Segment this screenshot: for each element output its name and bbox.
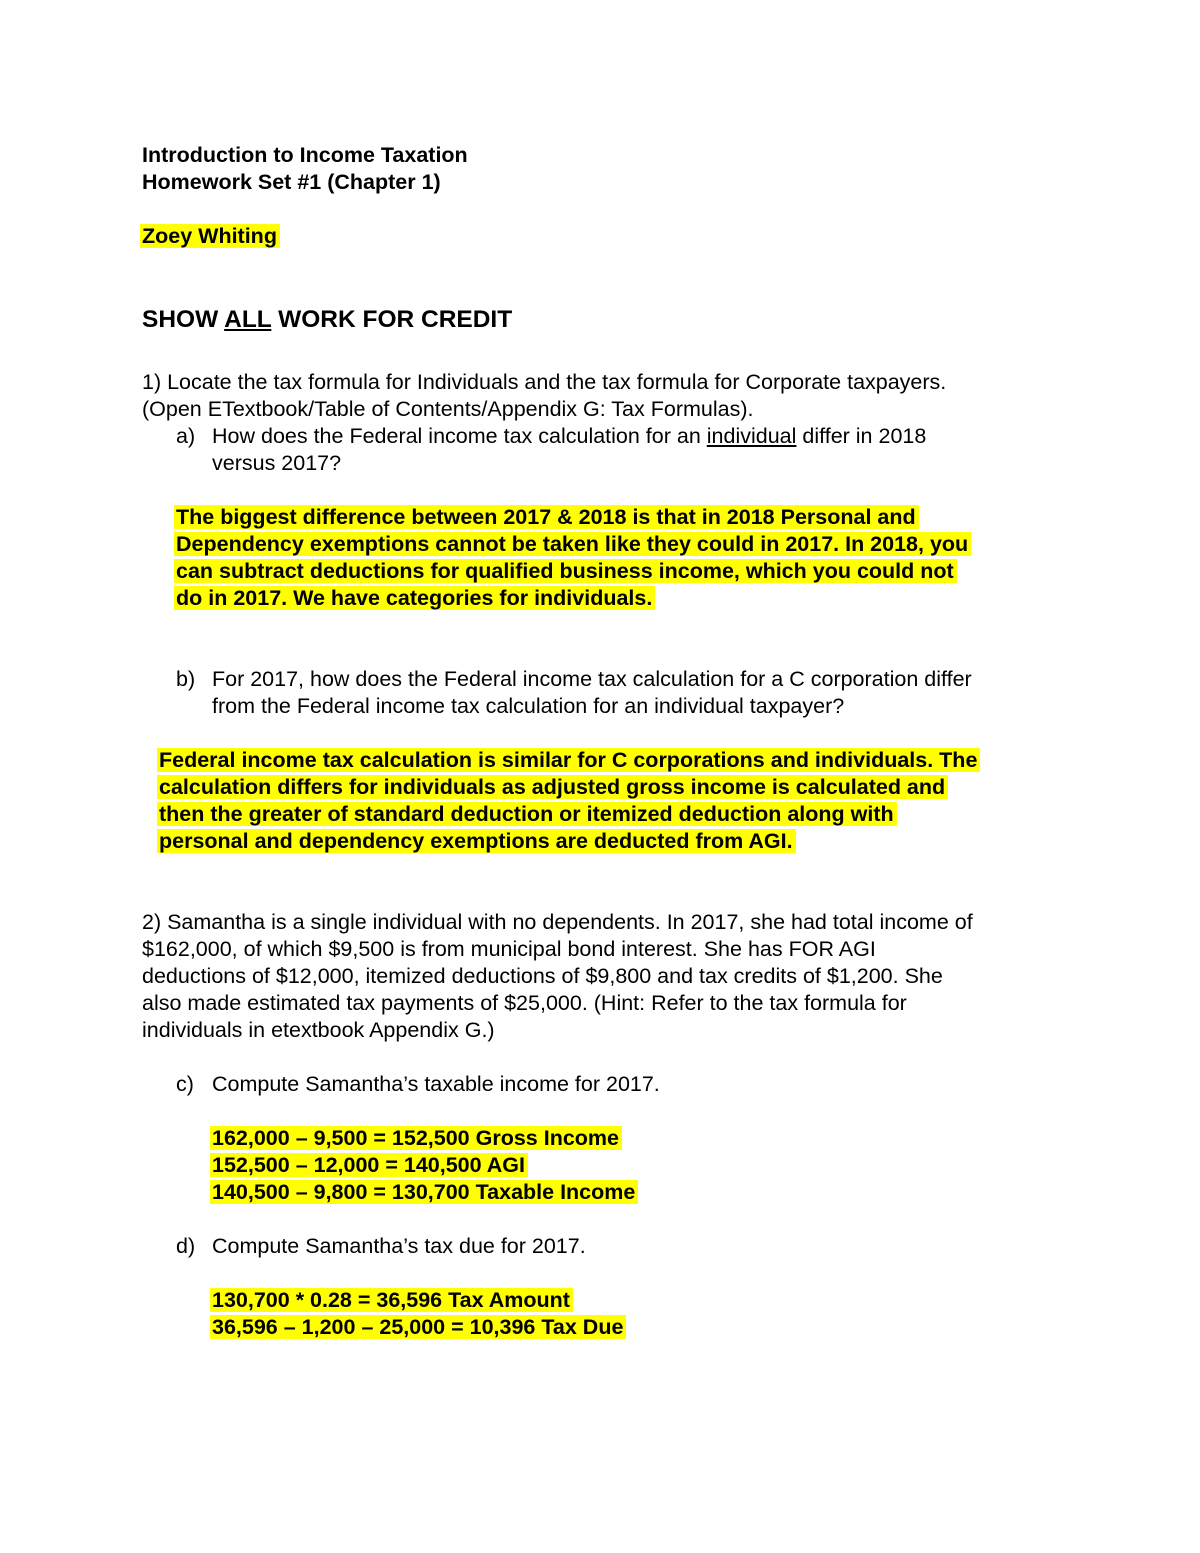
q1a-answer-text: Dependency exemptions cannot be taken like they could in 2017. In 2018, you [174, 532, 971, 556]
q1b-answer-text: then the greater of standard deduction or itemized deduction along with [157, 802, 897, 826]
q2-intro-line: individuals in etextbook Appendix G.) [142, 1018, 495, 1042]
q1b-answer-line [159, 828, 796, 855]
q1a-question-line1 [212, 423, 926, 450]
q2-intro-line: 2) Samantha is a single individual with no dependents. In 2017, she had total income of [142, 910, 973, 934]
q1b-answer-line [159, 774, 948, 801]
q1a-answer-line [176, 558, 957, 585]
q2c-question: Compute Samantha’s taxable income for 2017. [212, 1072, 660, 1096]
q2c-answer-text: 140,500 – 9,800 = 130,700 Taxable Income [210, 1180, 638, 1204]
q2d-answer-line [212, 1314, 626, 1341]
q2c-answer-line [212, 1125, 622, 1152]
q1b-answer-text: calculation differs for individuals as adjusted gross income is calculated and [157, 775, 948, 799]
q2-intro-line: $162,000, of which $9,500 is from municipal bond interest. She has FOR AGI [142, 937, 876, 961]
q2d-answer-line [212, 1287, 573, 1314]
instruction-heading [142, 306, 512, 333]
q1b-answer-text: personal and dependency exemptions are deducted from AGI. [157, 829, 796, 853]
q1b-answer-line [159, 801, 897, 828]
q2d-answer-text: 36,596 – 1,200 – 25,000 = 10,396 Tax Due [210, 1315, 626, 1339]
q1b-question-line1: For 2017, how does the Federal income tax calculation for a C corporation differ [212, 667, 972, 691]
q1a-answer-line [176, 531, 971, 558]
q1-intro-line2: (Open ETextbook/Table of Contents/Appendix G: Tax Formulas). [142, 397, 754, 421]
instruction-pre: SHOW [142, 306, 225, 333]
homework-title: Homework Set #1 (Chapter 1) [142, 170, 441, 194]
q2-intro-line: also made estimated tax payments of $25,000. (Hint: Refer to the tax formula for [142, 991, 907, 1015]
instruction-underlined: ALL [224, 306, 272, 333]
instruction-post: WORK FOR CREDIT [271, 306, 513, 333]
q2d-marker: d) [176, 1234, 196, 1258]
student-name-highlight: Zoey Whiting [140, 224, 280, 248]
q2c-marker: c) [176, 1072, 194, 1096]
q1b-question-line2: from the Federal income tax calculation for an individual taxpayer? [212, 694, 845, 718]
q2c-answer-line [212, 1179, 638, 1206]
q2c-answer-line [212, 1152, 528, 1179]
q1b-answer-text: Federal income tax calculation is similar for C corporations and individuals. The [157, 748, 980, 772]
q1b-answer-line [159, 747, 980, 774]
q1a-answer-line [176, 504, 919, 531]
q1a-answer-line [176, 585, 655, 612]
q2d-answer-text: 130,700 * 0.28 = 36,596 Tax Amount [210, 1288, 573, 1312]
q2d-question: Compute Samantha’s tax due for 2017. [212, 1234, 586, 1258]
q2c-answer-text: 152,500 – 12,000 = 140,500 AGI [210, 1153, 528, 1177]
q1a-answer-text: do in 2017. We have categories for individuals. [174, 586, 655, 610]
q1b-marker: b) [176, 667, 196, 691]
q1a-text-underlined: individual [706, 424, 797, 448]
q1a-text-pre: How does the Federal income tax calculation for an [212, 424, 707, 448]
q2c-answer-text: 162,000 – 9,500 = 152,500 Gross Income [210, 1126, 622, 1150]
q1a-marker: a) [176, 424, 196, 448]
q1a-answer-text: can subtract deductions for qualified business income, which you could not [174, 559, 957, 583]
student-name [142, 223, 280, 250]
course-title: Introduction to Income Taxation [142, 143, 468, 167]
q1a-question-line2: versus 2017? [212, 451, 342, 475]
q1-intro-line1: 1) Locate the tax formula for Individuals and the tax formula for Corporate taxpayers. [142, 370, 947, 394]
q1a-answer-text: The biggest difference between 2017 & 2018 is that in 2018 Personal and [174, 505, 919, 529]
q1a-text-post: differ in 2018 [796, 424, 927, 448]
q2-intro-line: deductions of $12,000, itemized deductions of $9,800 and tax credits of $1,200. She [142, 964, 943, 988]
